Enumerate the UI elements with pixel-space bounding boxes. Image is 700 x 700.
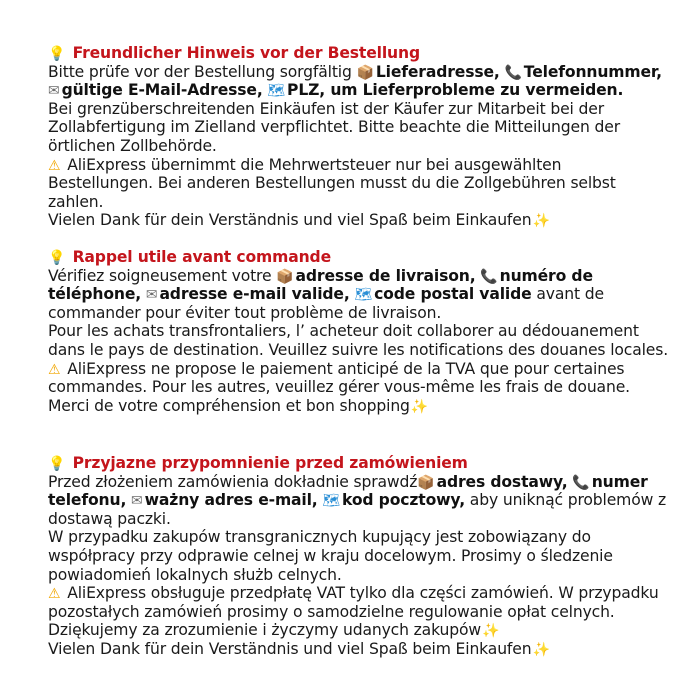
address-label: adresse de livraison, (295, 266, 476, 285)
package-icon: 📦 (276, 268, 294, 285)
vat-text: AliExpress ne propose le paiement anticipé de la TVA que pour certaines commandes. Pour les autres, veuillez gérer vous-même les frais de douane. (48, 359, 630, 397)
intro-text: Przed złożeniem zamówienia dokładnie sprawdź (48, 472, 418, 491)
envelope-icon: ✉ (48, 83, 60, 100)
telephone-icon: 📞 (504, 64, 522, 81)
telephone-icon: 📞 (480, 268, 498, 285)
notice-heading (48, 248, 668, 267)
customs-paragraph: Pour les achats transfrontaliers, l’ acheteur doit collaborer au dédouanement dans le pays de destination. Veuillez suivre les notifications des douanes locales. (48, 322, 669, 359)
warning-icon: ⚠ (48, 361, 61, 378)
notice-german (48, 44, 668, 230)
email-label: adresse e-mail valide, (159, 285, 350, 304)
email-label: gültige E-Mail-Adresse, (61, 81, 263, 100)
thanks-german-text: Vielen Dank für dein Verständnis und viel Spaß beim Einkaufen (48, 639, 532, 658)
vat-paragraph (48, 360, 668, 397)
sparkles-icon: ✨ (410, 398, 429, 415)
notice-french (48, 248, 668, 415)
envelope-icon: ✉ (131, 493, 143, 510)
phone-label: Telefonnummer, (523, 62, 662, 81)
package-icon: 📦 (356, 64, 374, 81)
phone-label: numer telefonu, (48, 472, 648, 510)
sparkles-icon: ✨ (481, 623, 500, 640)
thanks-paragraph (48, 211, 668, 230)
intro-text: Vérifiez soigneusement votre (48, 266, 272, 285)
package-icon: 📦 (417, 474, 435, 491)
customs-paragraph: Bei grenzüberschreitenden Einkäufen ist der Käufer zur Mitarbeit bei der Zollabfertigung im Zielland verpflichtet. Bitte beachte die Mitteilungen der örtlichen Zollbehörde. (48, 99, 620, 155)
notice-heading (48, 44, 668, 63)
postal-label: PLZ, um Lieferprobleme zu vermeiden. (287, 81, 624, 100)
vat-paragraph (48, 584, 668, 621)
checklist-paragraph (48, 267, 668, 323)
sparkles-icon: ✨ (532, 213, 550, 230)
warning-icon: ⚠ (48, 157, 61, 174)
address-label: adres dostawy, (436, 472, 568, 491)
thanks-german-paragraph (48, 640, 668, 659)
map-icon: 🗺 (267, 83, 286, 100)
map-icon: 🗺 (322, 493, 341, 510)
postal-label: code postal valide (374, 285, 532, 304)
heading-text: Przyjazne przypomnienie przed zamówieniem (72, 454, 468, 472)
map-icon: 🗺 (354, 287, 373, 304)
postal-label: kod pocztowy, (342, 491, 465, 510)
postal-tail-text: aby uniknąć problemów z dostawą paczki. (48, 491, 667, 528)
notice-polish (48, 454, 668, 659)
heading-text: Rappel utile avant commande (72, 248, 331, 266)
thanks-paragraph (48, 621, 668, 640)
thanks-paragraph (48, 397, 668, 416)
email-label: ważny adres e-mail, (144, 491, 318, 510)
vat-paragraph (48, 156, 668, 212)
warning-icon: ⚠ (48, 586, 61, 603)
thanks-text: Vielen Dank für dein Verständnis und viel Spaß beim Einkaufen (48, 211, 532, 230)
intro-text: Bitte prüfe vor der Bestellung sorgfältig (48, 62, 352, 81)
envelope-icon: ✉ (145, 287, 158, 304)
vat-text: AliExpress obsługuje przedpłatę VAT tylko dla części zamówień. W przypadku pozostałych zamówień prosimy o samodzielne regulowanie opłat celnych. (48, 584, 659, 621)
notice-heading (48, 454, 668, 473)
vat-text: AliExpress übernimmt die Mehrwertsteuer nur bei ausgewählten Bestellungen. Bei anderen Bestellungen musst du die Zollgebühren selbst zahlen. (48, 155, 616, 211)
thanks-text: Merci de votre compréhension et bon shopping (48, 396, 410, 415)
heading-text: Freundlicher Hinweis vor der Bestellung (72, 44, 420, 62)
checklist-paragraph (48, 63, 668, 100)
address-label: Lieferadresse, (375, 62, 500, 81)
thanks-text: Dziękujemy za zrozumienie i życzymy udanych zakupów (48, 621, 481, 640)
light-bulb-icon: 💡 (48, 46, 66, 62)
customs-paragraph: W przypadku zakupów transgranicznych kupujący jest zobowiązany do współpracy przy odprawie celnej w kraju docelowym. Prosimy o śledzenie powiadomień lokalnych służb celnych. (48, 528, 613, 584)
light-bulb-icon: 💡 (48, 456, 66, 472)
checklist-paragraph (48, 473, 668, 529)
sparkles-icon: ✨ (532, 641, 550, 658)
phone-label: numéro de téléphone, (48, 266, 593, 304)
telephone-icon: 📞 (572, 474, 590, 491)
postal-tail-text: avant de commander pour éviter tout problème de livraison. (48, 285, 604, 322)
light-bulb-icon: 💡 (48, 250, 66, 266)
